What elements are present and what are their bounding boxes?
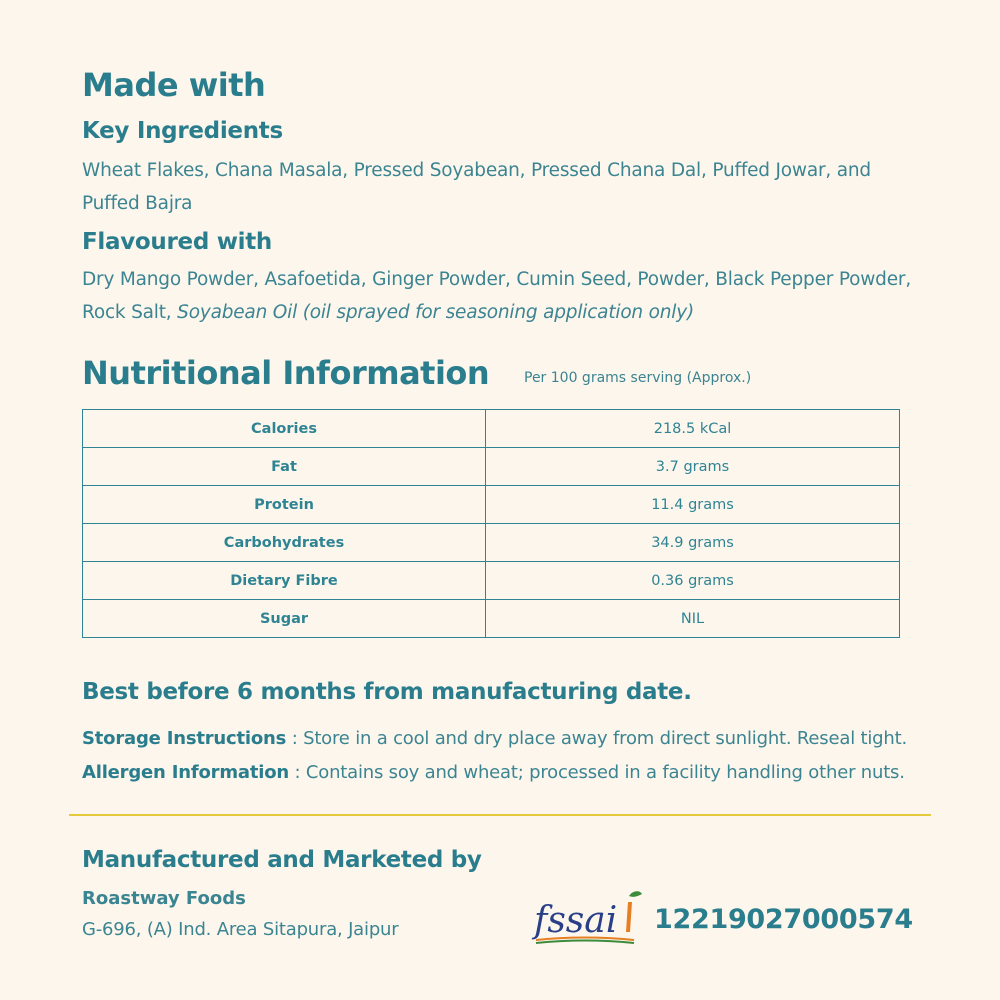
table-row <box>83 562 900 600</box>
key-ingredients-text: Wheat Flakes, Chana Masala, Pressed Soyabean, Pressed Chana Dal, Puffed Jowar, and Puffed Bajra <box>82 160 871 214</box>
flavoured-with-text <box>82 263 932 329</box>
nutrient-value: NIL <box>486 600 900 638</box>
nutrient-value: 0.36 grams <box>486 562 900 600</box>
table-row <box>83 486 900 524</box>
divider <box>69 814 931 816</box>
fssai-logo <box>530 888 645 948</box>
fssai-license-number: 12219027000574 <box>654 904 913 935</box>
accent-stroke <box>626 902 632 932</box>
best-before-text: Best before 6 months from manufacturing date. <box>82 679 692 705</box>
nutrient-label: Protein <box>83 486 486 524</box>
table-row <box>83 600 900 638</box>
nutrition-table <box>82 409 900 638</box>
swoosh-green <box>536 941 634 944</box>
nutrient-label: Dietary Fibre <box>83 562 486 600</box>
nutrient-value: 3.7 grams <box>486 448 900 486</box>
serving-note: Per 100 grams serving (Approx.) <box>524 370 752 386</box>
fssai-logo-text: fssai <box>534 900 618 941</box>
company-address: G-696, (A) Ind. Area Sitapura, Jaipur <box>82 919 399 940</box>
allergen-information <box>82 762 905 783</box>
allergen-label: Allergen Information <box>82 762 289 783</box>
storage-label: Storage Instructions <box>82 728 287 749</box>
flavoured-with-heading: Flavoured with <box>82 229 272 255</box>
flavoured-with-oil-note: Soyabean Oil (oil sprayed for seasoning application only) <box>177 302 694 323</box>
storage-instructions <box>82 728 907 749</box>
nutrient-value: 218.5 kCal <box>486 410 900 448</box>
fssai-logo-mark <box>530 888 645 948</box>
allergen-text: : Contains soy and wheat; processed in a facility handling other nuts. <box>288 762 905 783</box>
company-name: Roastway Foods <box>82 888 246 909</box>
table-row <box>83 410 900 448</box>
nutrient-label: Carbohydrates <box>83 524 486 562</box>
nutrient-value: 11.4 grams <box>486 486 900 524</box>
flavoured-with-ingredients: Dry Mango Powder, Asafoetida, Ginger Powder, Cumin Seed, Powder, Black Pepper Powder, Rock Salt, <box>82 269 911 323</box>
nutrient-label: Fat <box>83 448 486 486</box>
storage-text: : Store in a cool and dry place away from direct sunlight. Reseal tight. <box>286 728 907 749</box>
manufacturer-heading: Manufactured and Marketed by <box>82 847 482 873</box>
key-ingredients-heading: Key Ingredients <box>82 118 283 144</box>
nutrient-label: Calories <box>83 410 486 448</box>
table-row <box>83 448 900 486</box>
nutrition-title: Nutritional Information <box>82 354 490 392</box>
nutrient-label: Sugar <box>83 600 486 638</box>
made-with-title: Made with <box>82 66 266 104</box>
leaf-icon <box>629 891 642 897</box>
nutrient-value: 34.9 grams <box>486 524 900 562</box>
table-row <box>83 524 900 562</box>
